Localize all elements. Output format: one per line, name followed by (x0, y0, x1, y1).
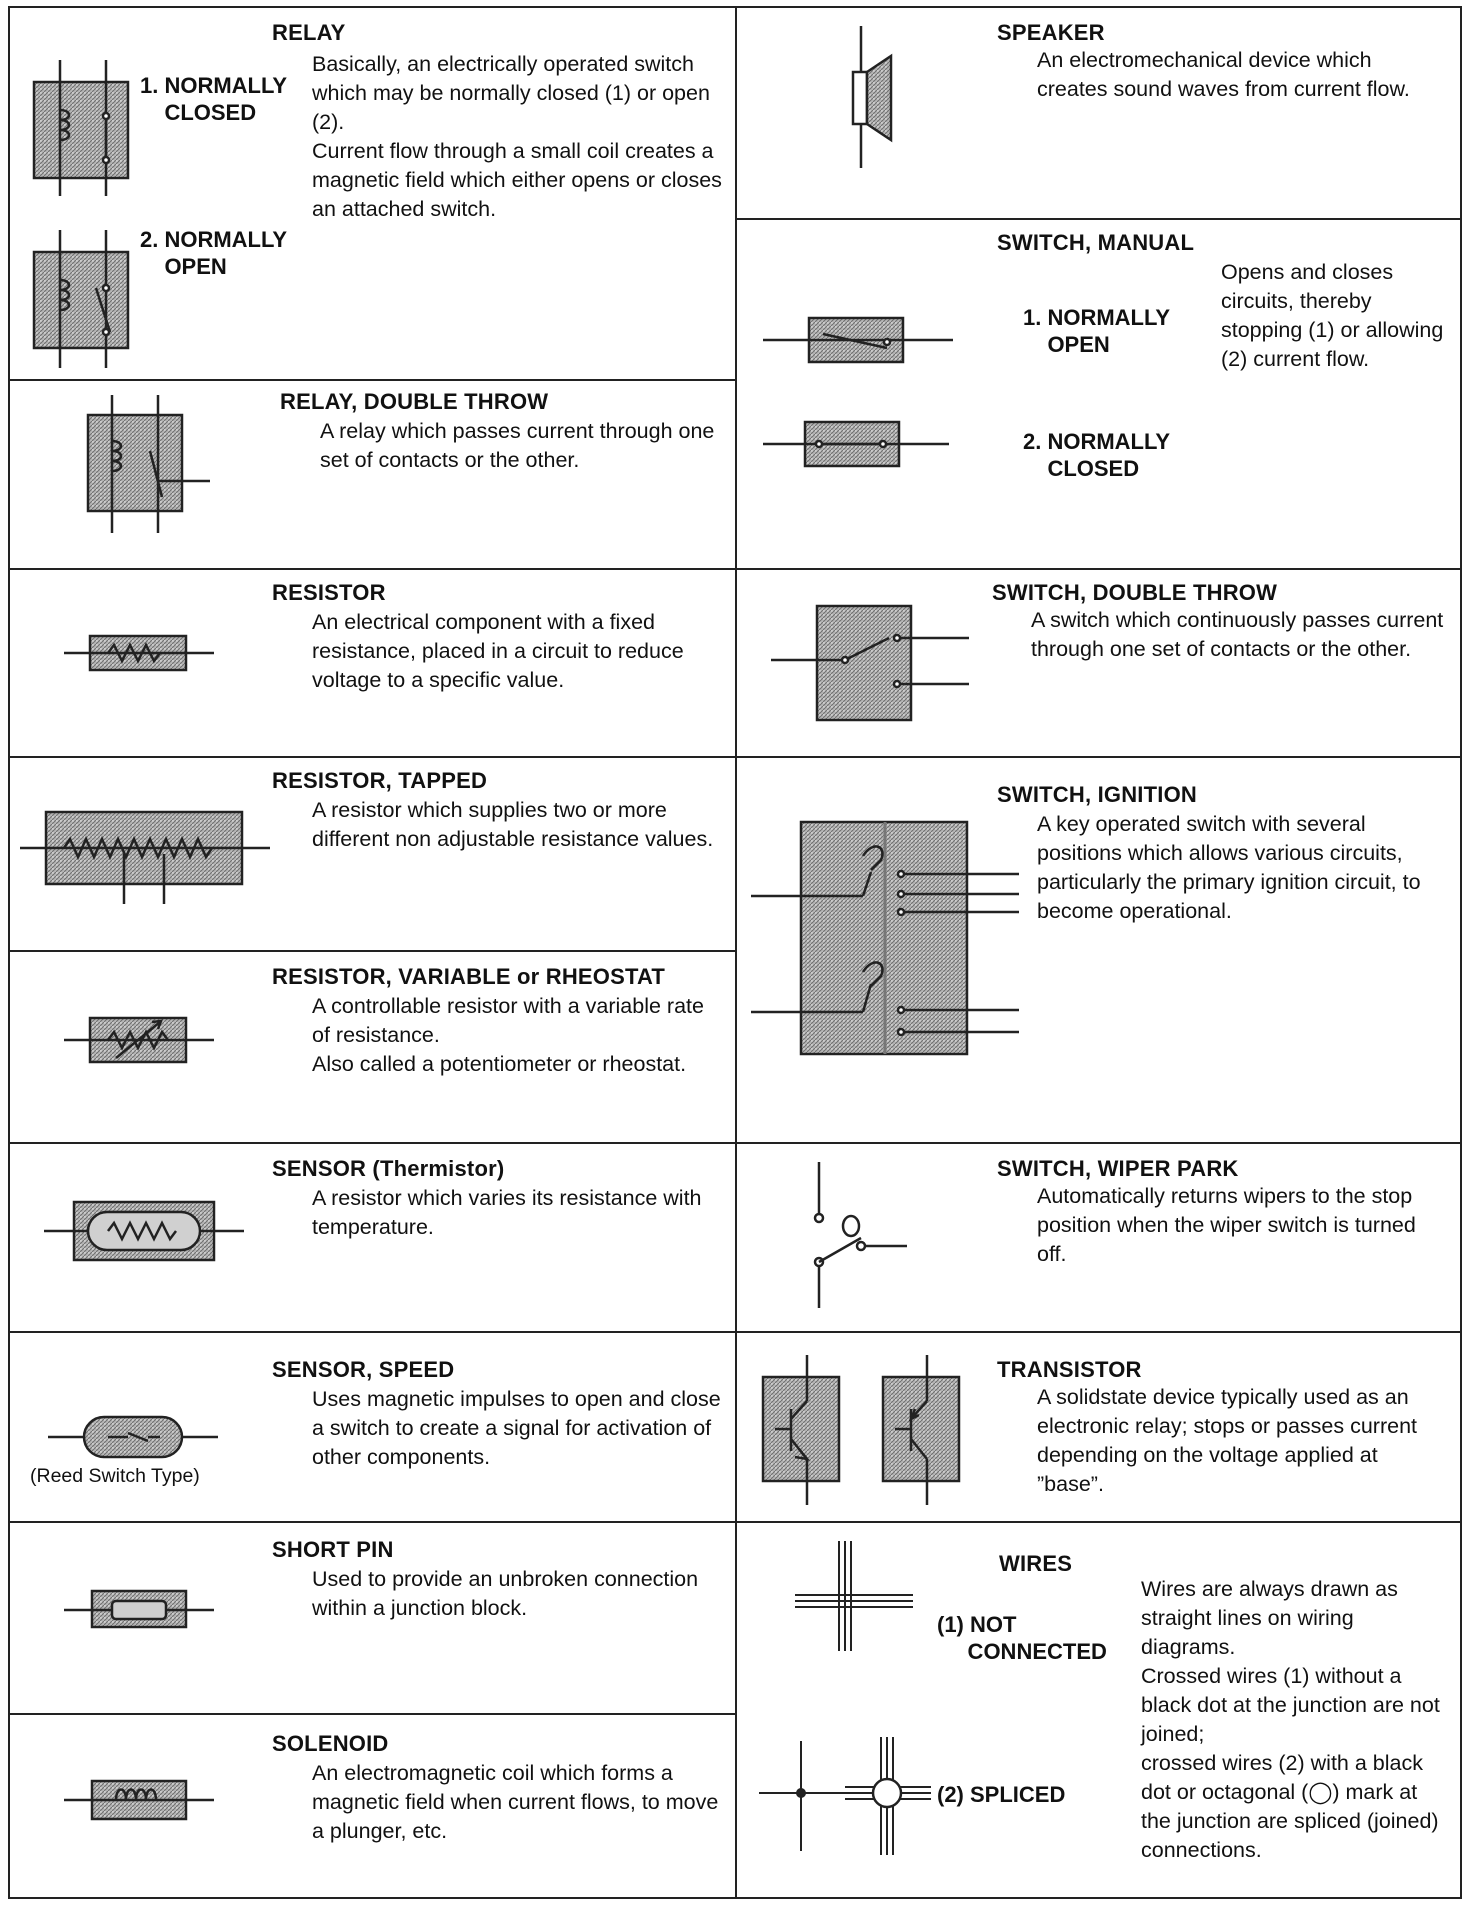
entry-title: SWITCH, MANUAL (997, 230, 1195, 255)
entry-transistor (737, 1331, 1460, 1521)
entry-resistor-variable (10, 950, 735, 1142)
double-throw-switch-icon (771, 598, 971, 728)
rheostat-icon (64, 1010, 214, 1070)
ignition-switch-icon (751, 812, 1023, 1062)
entry-description: A resistor which supplies two or more different non adjustable resistance values. (312, 798, 714, 851)
entry-title: SWITCH, DOUBLE THROW (992, 580, 1278, 605)
relay-icon (20, 56, 140, 376)
entry-switch-ignition (737, 756, 1460, 1142)
entry-wires (737, 1521, 1460, 1897)
solenoid-icon (64, 1775, 214, 1825)
entry-short-pin (10, 1521, 735, 1713)
entry-description: An electrical component with a fixed resistance, placed in a circuit to reduce voltage to a specific value. (312, 610, 684, 692)
entry-description: A solidstate device typically used as an electronic relay; stops or passes current depending on the voltage applied at ”base”. (1037, 1385, 1417, 1496)
entry-title: WIRES (999, 1551, 1073, 1576)
entry-description: A switch which continuously passes current through one set of contacts or the other. (1031, 608, 1444, 661)
entry-switch-double-throw (737, 568, 1460, 756)
short-pin-icon (64, 1585, 214, 1635)
thermistor-icon (44, 1196, 244, 1266)
entry-title: SWITCH, IGNITION (997, 782, 1197, 807)
entry-title: RESISTOR, TAPPED (272, 768, 488, 793)
wires-label-spliced: (2) SPLICED (937, 1782, 1066, 1807)
speaker-icon (837, 22, 917, 172)
entry-resistor (10, 568, 735, 756)
entry-title: SPEAKER (997, 20, 1105, 45)
switch-label-normally-open: 1. NORMALLY OPEN (1023, 305, 1171, 357)
entry-title: RELAY, DOUBLE THROW (280, 389, 549, 414)
tapped-resistor-icon (20, 804, 270, 904)
reed-switch-caption: (Reed Switch Type) (30, 1465, 200, 1487)
wires-icon (741, 1541, 941, 1881)
entry-description: Uses magnetic impulses to open and close a switch to create a signal for activation of other components. (312, 1387, 721, 1469)
entry-title: SENSOR, SPEED (272, 1357, 455, 1382)
entry-description: Automatically returns wipers to the stop position when the wiper switch is turned off. (1037, 1184, 1416, 1266)
wiper-park-switch-icon (797, 1162, 917, 1312)
entry-title: SOLENOID (272, 1731, 389, 1756)
entry-description: Basically, an electrically operated switch which may be normally closed (1) or open (2). Current flow through a small coil creates a magnetic field which either opens or closes an attached switch. (312, 52, 722, 221)
entry-description: Wires are always drawn as straight lines on wiring diagrams. Crossed wires (1) without a black dot at the junction are not joined; crossed wires (2) with a black dot or octagonal (◯) mark at the junction are spliced (joined) connections. (1141, 1577, 1440, 1862)
entry-description: A resistor which varies its resistance with temperature. (312, 1186, 702, 1239)
entry-speaker (737, 8, 1460, 218)
relay-label-normally-closed: 1. NORMALLY CLOSED (140, 73, 288, 125)
manual-switch-icon (763, 310, 953, 480)
symbol-reference-sheet (8, 6, 1462, 1899)
entry-title: SHORT PIN (272, 1537, 394, 1562)
resistor-icon (64, 628, 214, 678)
entry-title: SENSOR (Thermistor) (272, 1156, 505, 1181)
relay-double-throw-icon (80, 385, 230, 545)
entry-switch-manual (737, 218, 1460, 568)
entry-description: An electromagnetic coil which forms a magnetic field when current flows, to move a plunger, etc. (312, 1761, 719, 1843)
entry-sensor-thermistor (10, 1142, 735, 1331)
entry-switch-wiper-park (737, 1142, 1460, 1331)
entry-relay-double-throw (10, 379, 735, 568)
entry-title: SWITCH, WIPER PARK (997, 1156, 1239, 1181)
entry-title: TRANSISTOR (997, 1357, 1142, 1382)
entry-description: A relay which passes current through one set of contacts or the other. (320, 419, 715, 472)
entry-description: Opens and closes circuits, thereby stopping (1) or allowing (2) current flow. (1221, 260, 1444, 371)
wires-label-not-connected: (1) NOT CONNECTED (937, 1612, 1107, 1664)
entry-title: RELAY (272, 20, 346, 45)
entry-title: RESISTOR, VARIABLE or RHEOSTAT (272, 964, 666, 989)
entry-description: Used to provide an unbroken connection within a junction block. (312, 1567, 699, 1620)
entry-description: A key operated switch with several positions which allows various circuits, particularly the primary ignition circuit, to become operational. (1037, 812, 1421, 923)
entry-solenoid (10, 1713, 735, 1897)
reed-switch-icon (48, 1411, 218, 1461)
relay-label-normally-open: 2. NORMALLY OPEN (140, 227, 288, 279)
entry-title: RESISTOR (272, 580, 386, 605)
entry-sensor-speed (10, 1331, 735, 1521)
entry-description: An electromechanical device which creates sound waves from current flow. (1037, 48, 1410, 101)
entry-resistor-tapped (10, 756, 735, 950)
switch-label-normally-closed: 2. NORMALLY CLOSED (1023, 429, 1171, 481)
entry-description: A controllable resistor with a variable rate of resistance. Also called a potentiometer or rheostat. (312, 994, 704, 1076)
entry-relay (10, 8, 735, 379)
transistor-icon (763, 1355, 983, 1505)
